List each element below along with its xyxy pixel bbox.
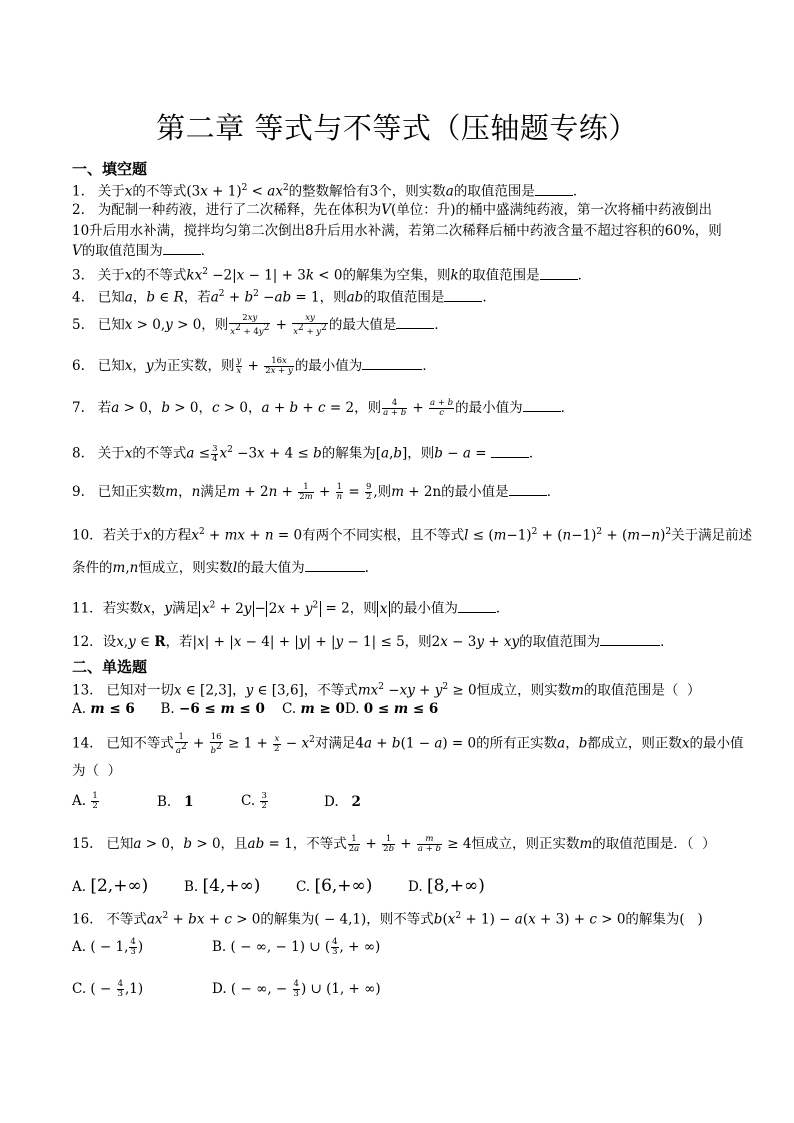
q14-option-b[interactable]: B. 1 bbox=[157, 794, 194, 810]
question-15: 15. 已知a > 0，b > 0，且ab = 1，不等式 $\frac{1}{2a}$ + $\frac{1}{2b}$ + $\frac{m}{a + b}$ ≥ 4恒成立，则正实数m的取值范围是．（ ） bbox=[72, 834, 716, 854]
question-9: 9. 已知正实数m，n满足m + 2n + $\frac{1}{2m}$ + $\frac{1}{n}$ = $\frac{9}{2}$ ,则m + 2n的最小值是 ． bbox=[72, 482, 561, 502]
page-title: 第二章 等式与不等式（压轴题专练） bbox=[156, 111, 638, 145]
question-10: 10．若关于x的方程$x^2$ + mx + n = 0有两个不同实根，且不等式$l \le (m-1)^2 + (n-1)^2 + (m-n)^2$关于满足前述 bbox=[72, 527, 753, 544]
q15-option-c[interactable]: C. [6,+∞) bbox=[296, 876, 373, 896]
question-12: 12．设x,y ∈ R，若|x| + |x − 4| + |y| + |y − 1| ≤ 5，则2x − 3y + xy的取值范围为 ． bbox=[72, 634, 674, 650]
q16-option-b[interactable]: B. ( − ∞, − 1) ∪ ( $\frac{4}{3}$ , + ∞) bbox=[212, 937, 381, 957]
q14-option-c[interactable]: C. $\frac{3}{2}$ bbox=[241, 791, 267, 811]
question-5: 5. 已知x > 0,y > 0，则 $\frac{2xy}{x^2 + 4y^2}$ + $\frac{xy}{x^2 + y^2}$ 的最大值是 ． bbox=[72, 313, 448, 337]
q16-option-c[interactable]: C. ( − $\frac{4}{3}$ ,1) bbox=[72, 979, 144, 999]
question-13: 13. 已知对一切x ∈ [2,3]，y ∈ [3,6]，不等式$mx^2 -xy + y^2 \ge 0$恒成立，则实数m的取值范围是（ ） bbox=[72, 682, 701, 699]
section-heading-single: 二、单选题 bbox=[72, 658, 148, 676]
q16-option-a[interactable]: A. ( − 1, $\frac{4}{3}$ ) bbox=[72, 937, 144, 957]
question-14: 14. 已知不等式 $\frac{1}{a^2}$ + $\frac{16}{b^2}$ ≥ 1 + $\frac{x}{2}$ − $x^2$对满足4a + b(1 − a) = 0的所有正实数a，b都成立，则正数x的最小值 bbox=[72, 731, 744, 756]
question-8: 8. 关于x的不等式a ≤ $\frac{3}{4}$ $x^2 -3x + 4 \le b$的解集为[a,b]，则b − a = ． bbox=[72, 443, 543, 464]
q14-option-a[interactable]: A. $\frac{1}{2}$ bbox=[72, 791, 98, 811]
question-2: 2. 为配制一种药液，进行了二次稀释，先在体积为V(单位：升)的桶中盛满纯药液，第一次将桶中药液倒出10升后用水补满，搅拌均匀第二次倒出8升后用水补满，若第二次稀释后桶中药液含量不超过容积的60%，则V的取值范围为 ． bbox=[72, 202, 722, 259]
question-10-cont: 条件的m,n恒成立，则实数l的最大值为 . bbox=[72, 560, 369, 576]
question-6: 6. 已知x，y为正实数，则 $\frac{y}{x}$ + $\frac{16x}{2x + y}$ 的最小值为 ． bbox=[72, 356, 436, 376]
q14-option-d[interactable]: D. 2 bbox=[324, 794, 361, 810]
q15-option-b[interactable]: B. [4,+∞) bbox=[184, 876, 261, 896]
question-13-options bbox=[72, 699, 722, 719]
question-16: 16. 不等式$ax^2$ + bx + c > 0的解集为( − 4,1)，则不等式$b(x^2 + 1) - a(x + 3) + c > 0$的解集为( ) bbox=[72, 911, 703, 928]
q15-option-d[interactable]: D. [8,+∞) bbox=[408, 876, 485, 896]
q13-option-b[interactable]: B. −6 ≤ m ≤ 0 bbox=[160, 701, 265, 717]
question-14-cont: 为（ ） bbox=[72, 763, 122, 779]
q13-option-a[interactable]: A. m ≤ 6 bbox=[72, 701, 135, 717]
q13-option-c[interactable]: C. m ≥ 0 bbox=[282, 701, 345, 717]
q15-option-a[interactable]: A. [2,+∞) bbox=[72, 876, 149, 896]
section-heading-fill: 一、填空题 bbox=[72, 160, 148, 178]
question-11: 11．若实数x，y满足 $x^2 + 2y - 2x + y^2 = 2$，则 x 的最小值为 ． bbox=[72, 600, 510, 617]
question-3: 3. 关于x的不等式$kx^2 -2|x - 1| + 3k < 0$的解集为空集，则k的取值范围是 ． bbox=[72, 267, 592, 284]
q16-option-d[interactable]: D. ( − ∞, − $\frac{4}{3}$ ) ∪ (1, + ∞) bbox=[212, 979, 381, 999]
question-4: 4. 已知a，b ∈ R，若$a^2 + b^2 -ab = 1$，则ab的取值范围是 . bbox=[72, 289, 487, 306]
question-7: 7. 若a > 0，b > 0，c > 0，a + b + c = 2，则 $\frac{4}{a + b}$ + $\frac{a + b}{c}$ 的最小值为 ． bbox=[72, 398, 575, 418]
q13-option-d[interactable]: D. 0 ≤ m ≤ 6 bbox=[344, 701, 439, 717]
question-1: 1. 关于x的不等式$(3x + 1)^2 < ax^2$的整数解恰有3个，则实数a的取值范围是 ． bbox=[72, 183, 587, 200]
